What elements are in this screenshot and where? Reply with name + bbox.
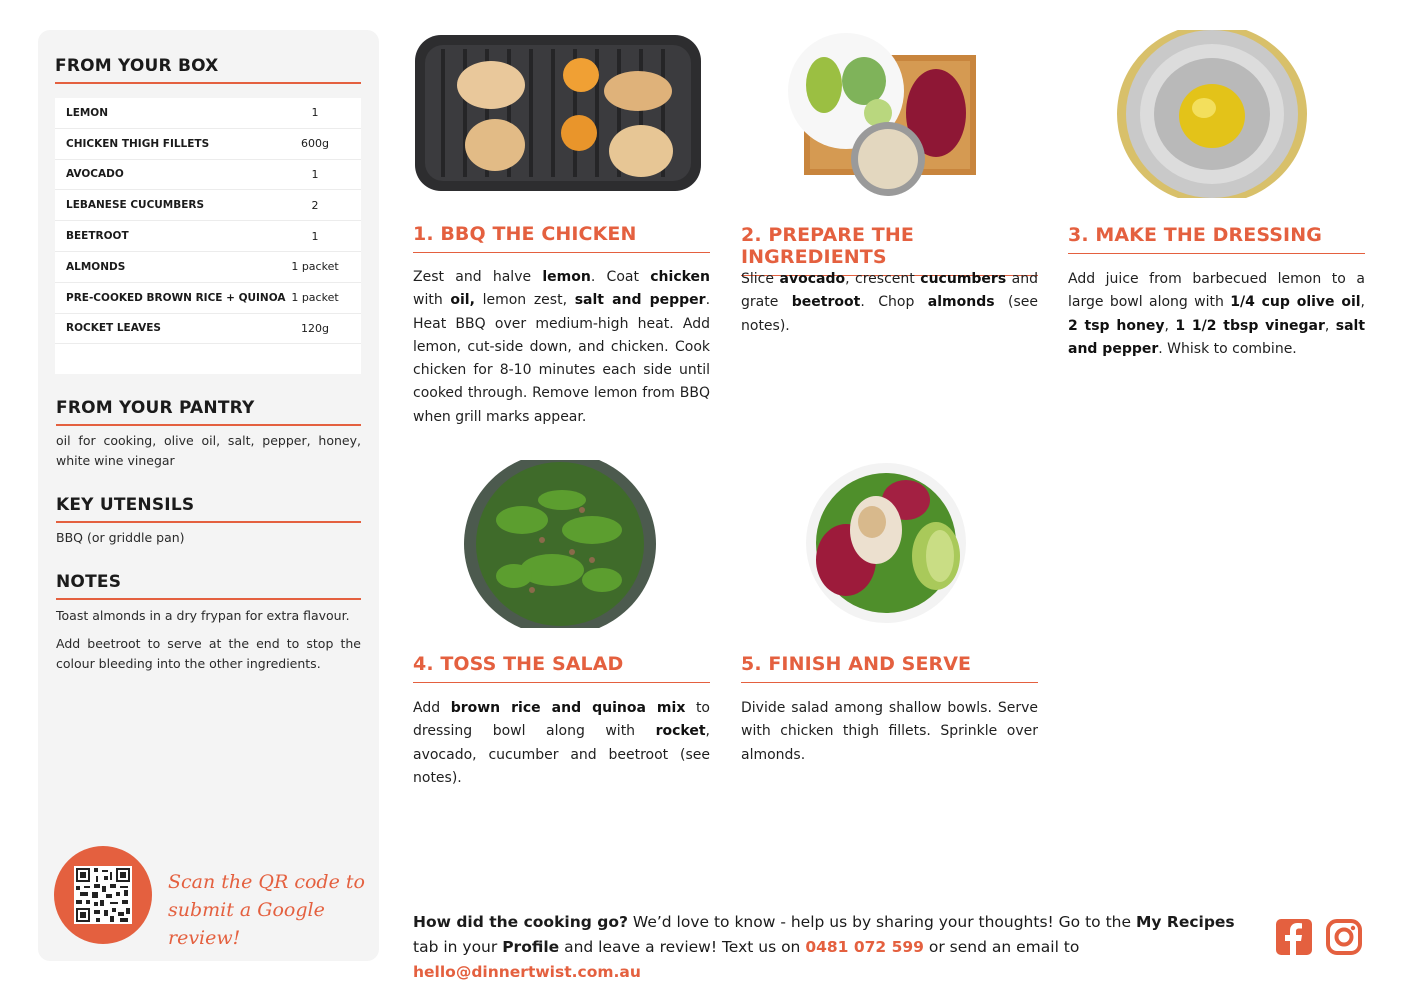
qr-caption-line: submit a Google review!: [168, 899, 325, 949]
step-1-title: 1. BBQ THE CHICKEN: [413, 223, 710, 253]
qr-caption: [168, 868, 368, 952]
ingredient-name: PRE-COOKED BROWN RICE + QUINOA: [66, 291, 286, 304]
qr-badge[interactable]: [54, 846, 152, 944]
ingredient-qty: 1 packet: [291, 291, 339, 305]
bold-term: 1/4 cup olive oil: [1230, 294, 1361, 311]
qr-caption-line: Scan the QR code to: [168, 871, 365, 893]
step-2-body: Slice avocado, crescent cucumbers and grate beetroot. Chop almonds (see notes).: [741, 271, 1039, 334]
ingredient-qty: 600g: [301, 137, 329, 151]
qr-code-icon: [74, 866, 132, 924]
bold-term: 1 1/2 tbsp vinegar: [1175, 317, 1325, 334]
review-prompt: How did the cooking go? We’d love to know - help us by sharing your thoughts! Go to the My Recipes tab in your Profile and leave a review! Text us on 0481 072 599 or send an email to hello@dinnertwist.com.au: [413, 913, 1235, 981]
utensils-title: KEY UTENSILS: [56, 495, 361, 523]
dressing-bowl-image: [1116, 30, 1308, 198]
table-row: [55, 252, 361, 283]
bold-term: chicken: [650, 269, 711, 285]
bold-term: salt and pepper: [574, 292, 706, 309]
prepared-ingredients-image: [786, 33, 981, 198]
bold-term: brown rice and quinoa mix: [450, 700, 686, 716]
ingredient-name: LEMON: [66, 106, 109, 119]
contact-link[interactable]: 0481 072 599: [805, 938, 924, 956]
bold-term: beetroot: [791, 294, 861, 311]
ingredient-name: ROCKET LEAVES: [66, 322, 161, 335]
table-row: [55, 129, 361, 160]
bold-term: salt and pepper: [1068, 317, 1366, 357]
ingredient-qty: 120g: [301, 321, 329, 335]
step-5-body: Divide salad among shallow bowls. Serve with chicken thigh fillets. Sprinkle over almonds.: [741, 700, 1038, 763]
contact-link[interactable]: hello@dinnertwist.com.au: [413, 963, 641, 981]
utensils-text: BBQ (or griddle pan): [56, 530, 185, 545]
bold-term: almonds: [927, 294, 995, 311]
ingredient-qty: 1: [311, 229, 319, 243]
table-row: [55, 190, 361, 221]
table-row: [55, 283, 361, 314]
table-row: [55, 314, 361, 345]
salad-bowl-image: [462, 460, 658, 628]
ingredient-qty: 1: [311, 106, 319, 120]
facebook-icon[interactable]: [1275, 918, 1313, 956]
step-1-body: Zest and halve lemon. Coat chicken with oil, lemon zest, salt and pepper. Heat BBQ over medium-high heat. Add lemon, cut-side down, and chicken. Cook chicken for 8-10 minutes each side until cooked through. Remove lemon from BBQ when grill marks appear.: [413, 269, 711, 425]
table-row: [55, 221, 361, 252]
step-2-title: 2. PREPARE THE INGREDIENTS: [741, 224, 1038, 276]
ingredient-name: BEETROOT: [66, 230, 129, 243]
notes-text-1: Toast almonds in a dry frypan for extra flavour.: [56, 608, 350, 623]
bold-term: avocado: [779, 271, 846, 287]
bbq-chicken-image: [413, 33, 703, 193]
bold-term: My Recipes: [1135, 913, 1235, 931]
table-row: [55, 98, 361, 129]
bold-term: rocket: [655, 723, 706, 740]
step-3-body: Add juice from barbecued lemon to a large bowl along with 1/4 cup olive oil, 2 tsp honey, 1 1/2 tbsp vinegar, salt and pepper. Whisk to combine.: [1068, 271, 1366, 357]
step-4-body: Add brown rice and quinoa mix to dressing bowl along with rocket, avocado, cucumber and beetroot (see notes).: [413, 700, 710, 786]
ingredient-name: AVOCADO: [66, 168, 124, 181]
notes-text-2: Add beetroot to serve at the end to stop the colour bleeding into the other ingredients.: [56, 636, 361, 671]
ingredient-qty: 1: [311, 167, 319, 181]
ingredient-qty: 2: [311, 198, 319, 212]
step-4-title: 4. TOSS THE SALAD: [413, 653, 710, 683]
instagram-icon[interactable]: [1325, 918, 1363, 956]
pantry-text: oil for cooking, olive oil, salt, pepper, honey, white wine vinegar: [56, 433, 361, 468]
bold-term: 2 tsp honey: [1068, 317, 1165, 334]
finished-dish-image: [806, 460, 968, 626]
bold-term: oil,: [450, 292, 475, 309]
box-title: FROM YOUR BOX: [55, 56, 361, 84]
ingredient-name: ALMONDS: [66, 260, 126, 273]
ingredient-name: LEBANESE CUCUMBERS: [66, 199, 205, 212]
bold-term: lemon: [542, 269, 591, 285]
box-ingredients-table: [55, 98, 361, 374]
bold-term: How did the cooking go?: [413, 913, 628, 931]
pantry-title: FROM YOUR PANTRY: [56, 398, 361, 426]
notes-title: NOTES: [56, 572, 361, 600]
sidebar: [38, 30, 379, 961]
bold-term: cucumbers: [920, 271, 1007, 287]
table-row: [55, 160, 361, 191]
bold-term: Profile: [502, 938, 560, 956]
step-3-title: 3. MAKE THE DRESSING: [1068, 224, 1365, 254]
step-5-title: 5. FINISH AND SERVE: [741, 653, 1038, 683]
ingredient-qty: 1 packet: [291, 260, 339, 274]
ingredient-name: CHICKEN THIGH FILLETS: [66, 137, 210, 150]
